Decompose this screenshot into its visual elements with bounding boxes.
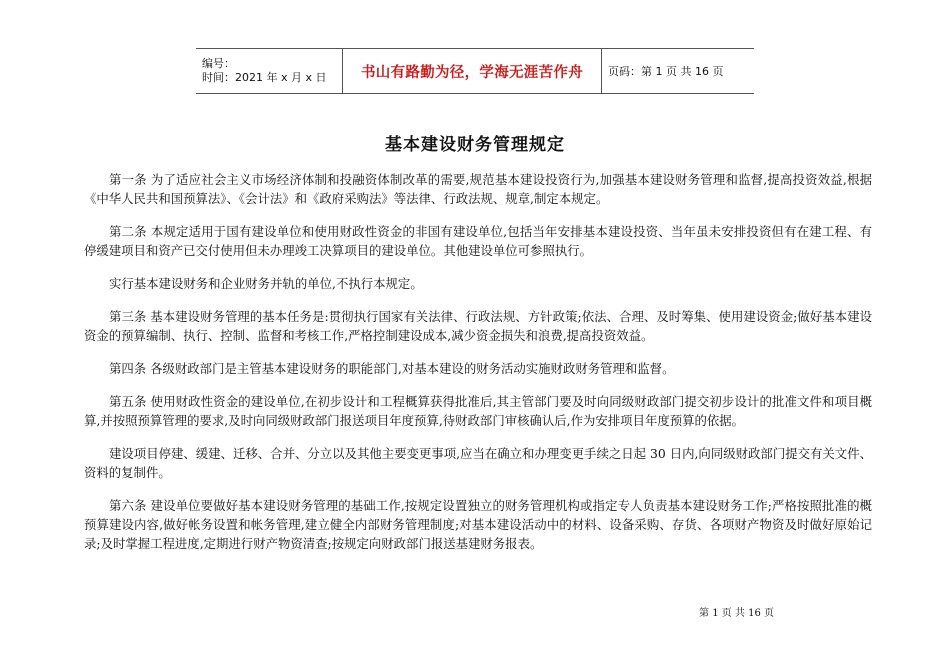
paragraph: 实行基本建设财务和企业财务并轨的单位,不执行本规定。: [109, 276, 423, 291]
header-meta: [196, 49, 343, 94]
paragraph: 建设项目停建、缓建、迁移、合并、分立以及其他主要变更事项,应当在确立和办理变更手续之日起 30 日内,向同级财政部门提交有关文件、资料的复制件。: [84, 446, 872, 480]
number-label: 编号：: [202, 57, 235, 70]
header-table: [196, 48, 754, 94]
page-footer: 第 1 页 共 16 页: [699, 608, 774, 619]
page-info: 页码：第 1 页 共 16 页: [608, 65, 724, 78]
motto: 书山有路勤为径，学海无涯苦作舟: [343, 49, 602, 94]
paragraph: 第二条 本规定适用于国有建设单位和使用财政性资金的非国有建设单位,包括当年安排基本建设投资、当年虽未安排投资但有在建工程、有停缓建项目和资产已交付使用但未办理竣工决算项目的建设单位。其他建设单位可参照执行。: [84, 224, 872, 258]
paragraph: 第六条 建设单位要做好基本建设财务管理的基础工作,按规定设置独立的财务管理机构或指定专人负责基本建设财务工作;严格按照批准的概预算建设内容,做好帐务设置和帐务管理,建立健全内部财务管理制度;对基本建设活动中的材料、设备采购、存货、各项财产物资及时做好原始记录;及时掌握工程进度,定期进行财产物资清查;按规定向财政部门报送基建财务报表。: [84, 498, 872, 551]
paragraph: 第五条 使用财政性资金的建设单位,在初步设计和工程概算获得批准后,其主管部门要及时向同级财政部门提交初步设计的批准文件和项目概算,并按照预算管理的要求,及时向同级财政部门报送项目年度预算,待财政部门审核确认后,作为安排项目年度预算的依据。: [84, 394, 872, 428]
document-title: 基本建设财务管理规定: [385, 135, 565, 155]
paragraph: 第三条 基本建设财务管理的基本任务是:贯彻执行国家有关法律、行政法规、方针政策;依法、合理、及时筹集、使用建设资金;做好基本建设资金的预算编制、执行、控制、监督和考核工作,严格控制建设成本,减少资金损失和浪费,提高投资效益。: [84, 309, 872, 343]
paragraph: 第四条 各级财政部门是主管基本建设财务的职能部门,对基本建设的财务活动实施财政财务管理和监督。: [109, 361, 675, 376]
paragraph: 第一条 为了适应社会主义市场经济体制和投融资体制改革的需要,规范基本建设投资行为,加强基本建设财务管理和监督,提高投资效益,根据《中华人民共和国预算法》、《会计法》和《政府采购法》等法律、行政法规、规章,制定本规定。: [84, 172, 872, 206]
document-body: [84, 170, 872, 567]
time-label: 时间：2021 年 x 月 x 日: [202, 71, 327, 84]
